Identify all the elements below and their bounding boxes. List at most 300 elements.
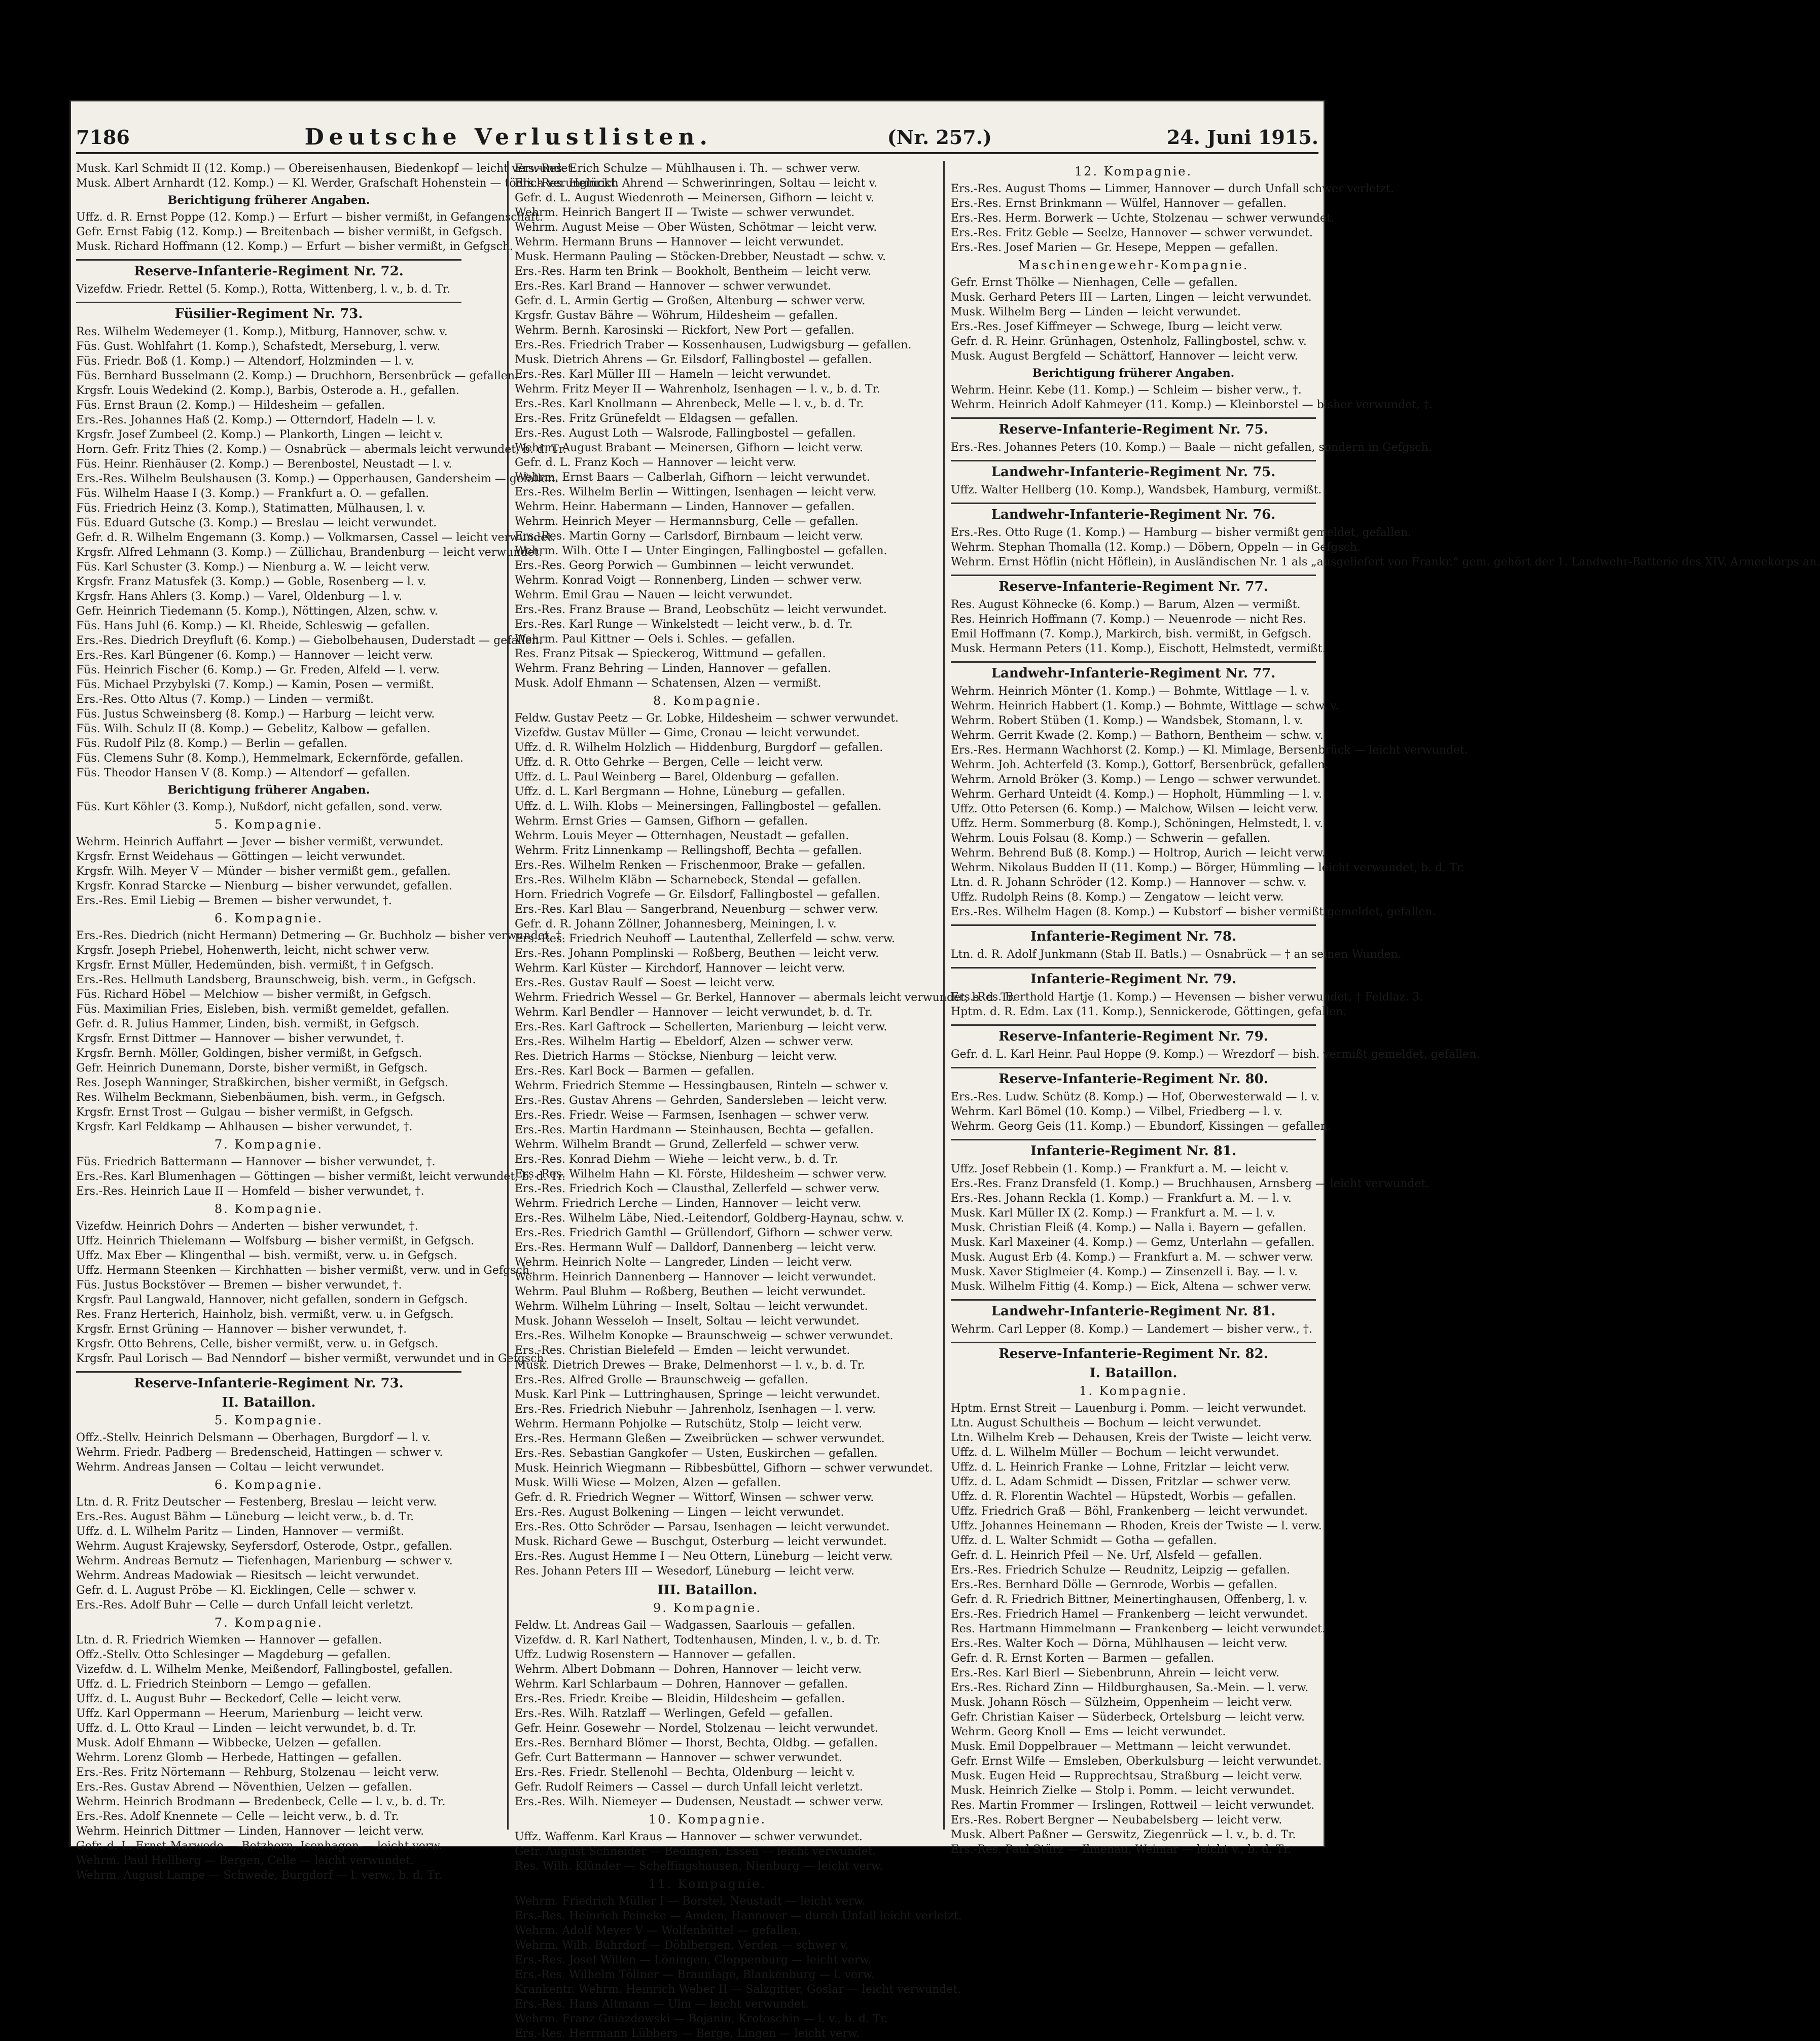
casualty-entry: Musk. Emil Doppelbrauer — Mettmann — leicht verwundet. — [951, 1740, 1291, 1753]
casualty-entry: Wehrm. Arnold Bröker (3. Komp.) — Lengo — schwer verwundet. — [951, 773, 1321, 786]
regiment-heading: Reserve-Infanterie-Regiment Nr. 75. — [951, 417, 1316, 437]
casualty-entry: Füs. Kurt Köhler (3. Komp.), Nußdorf, nicht gefallen, sond. verw. — [76, 801, 443, 813]
casualty-entry: Ltn. d. R. Fritz Deutscher — Festenberg, Breslau — leicht verw. — [76, 1496, 437, 1509]
casualty-entry: Gefr. d. L. Ernst Marwede — Betzhorn, Isenhagen — leicht verw. — [76, 1840, 443, 1852]
casualty-entry: Wehrm. Adolf Meyer V — Wolfenbüttel — gefallen. — [515, 1924, 801, 1937]
casualty-entry: Ers.-Res. Fritz Geble — Seelze, Hannover — schwer verwundet. — [951, 227, 1313, 239]
company-heading: 5. Kompagnie. — [214, 817, 324, 832]
casualty-entry: Krgsfr. Otto Behrens, Celle, bisher vermißt, verw. u. in Gefgsch. — [76, 1338, 439, 1350]
casualty-entry: Wehrm. Wilh. Buhrdorf — Döhlbergen, Verden — schwer v. — [515, 1939, 849, 1952]
casualty-entry: Ers.-Res. August Loth — Walsrode, Fallingbostel — gefallen. — [515, 427, 856, 440]
casualty-entry: Ers.-Res. Friedrich Schulze — Reudnitz, Leipzig — gefallen. — [951, 1564, 1290, 1577]
company-heading: 6. Kompagnie. — [214, 1478, 324, 1492]
casualty-entry: Ers.-Res. Wilhelm Konopke — Braunschweig — schwer verwundet. — [515, 1330, 894, 1342]
casualty-entry: Ers.-Res. Wilhelm Läbe, Nied.-Leitendorf, Goldberg-Haynau, schw. v. — [515, 1212, 905, 1225]
casualty-entry: Ers.-Res. Martin Gorny — Carlsdorf, Birnbaum — leicht verw. — [515, 530, 863, 543]
casualty-entry: Hptm. Ernst Streit — Lauenburg i. Pomm. — leicht verwundet. — [951, 1402, 1307, 1415]
casualty-entry: Musk. Adolf Ehmann — Schatensen, Alzen — vermißt. — [515, 677, 822, 690]
casualty-entry: Ers.-Res. Christian Bielefeld — Emden — leicht verwundet. — [515, 1344, 850, 1357]
casualty-entry: Wehrm. Heinrich Nolte — Langreder, Linden — leicht verw. — [515, 1256, 852, 1269]
casualty-entry: Musk. Eugen Heid — Rupprechtsau, Straßburg — leicht verw. — [951, 1770, 1303, 1782]
casualty-entry: Musk. Karl Pink — Luttringhausen, Springe — leicht verwundet. — [515, 1388, 880, 1401]
casualty-entry: Wehrm. Paul Hellberg — Bergen, Celle — leicht verwundet. — [76, 1854, 414, 1867]
company-heading: 9. Kompagnie. — [653, 1601, 762, 1615]
casualty-entry: Ers.-Res. Wilhelm Renken — Frischenmoor, Brake — gefallen. — [515, 859, 866, 872]
regiment-heading: Reserve-Infanterie-Regiment Nr. 77. — [951, 575, 1316, 594]
casualty-entry: Ers.-Res. Johannes Peters (10. Komp.) — Baale — nicht gefallen, sondern in Gefgsch. — [951, 441, 1432, 454]
column-1 — [76, 161, 619, 1882]
casualty-entry: Ers.-Res. Heinrich Ahrend — Schwerinringen, Soltau — leicht v. — [515, 177, 878, 190]
regiment-heading: Landwehr-Infanterie-Regiment Nr. 81. — [951, 1299, 1316, 1319]
casualty-entry: Ltn. August Schultheis — Bochum — leicht verwundet. — [951, 1417, 1262, 1429]
casualty-entry: Uffz. Ludwig Rosenstern — Hannover — gefallen. — [515, 1649, 796, 1661]
casualty-entry: Musk. Heinrich Wiegmann — Ribbesbüttel, Gifhorn — schwer verwundet. — [515, 1462, 933, 1475]
casualty-entry: Ers.-Res. Karl Müller III — Hameln — leicht verwundet. — [515, 368, 831, 381]
casualty-entry: Ers.-Res. Otto Schröder — Parsau, Isenhagen — leicht verwundet. — [515, 1521, 890, 1533]
casualty-entry: Gefr. Heinrich Dunemann, Dorste, bisher vermißt, in Gefgsch. — [76, 1062, 428, 1075]
casualty-entry: Ers.-Res. August Bolkening — Lingen — leicht verwundet. — [515, 1506, 844, 1519]
casualty-entry: Ers.-Res. Fritz Nörtemann — Rehburg, Stolzenau — leicht verw. — [76, 1766, 439, 1779]
casualty-entry: Krgsfr. Gustav Bähre — Wöhrum, Hildesheim — gefallen. — [515, 309, 838, 322]
casualty-entry: Krgsfr. Konrad Starcke — Nienburg — bisher verwundet, gefallen. — [76, 880, 452, 892]
casualty-entry: Uffz. Josef Rebbein (1. Komp.) — Frankfurt a. M. — leicht v. — [951, 1163, 1289, 1175]
casualty-entry: Krgsfr. Joseph Priebel, Hohenwerth, leicht, nicht schwer verw. — [76, 944, 430, 957]
casualty-entry: Ers.-Res. Ernst Brinkmann — Wülfel, Hannover — gefallen. — [951, 197, 1287, 210]
regiment-heading: Reserve-Infanterie-Regiment Nr. 73. — [76, 1371, 461, 1391]
casualty-entry: Ers.-Res. Josef Marien — Gr. Hesepe, Meppen — gefallen. — [951, 241, 1278, 254]
casualty-entry: Ers.-Res. Friedrich Hamel — Frankenberg — leicht verwundet. — [951, 1608, 1308, 1621]
company-heading: 5. Kompagnie. — [214, 1413, 324, 1427]
casualty-entry: Krankentr. Wehrm. Heinrich Weber II — Salzgitter, Goslar — leicht verwundet. — [515, 1983, 961, 1996]
casualty-entry: Musk. Albert Paßner — Gerswitz, Ziegenrück — l. v., b. d. Tr. — [951, 1829, 1296, 1841]
casualty-entry: Gefr. d. R. Friedrich Bittner, Meinertinghausen, Offenberg, l. v. — [951, 1593, 1308, 1606]
casualty-entry: Res. Wilhelm Wedemeyer (1. Komp.), Mitburg, Hannover, schw. v. — [76, 326, 448, 338]
regiment-heading: Reserve-Infanterie-Regiment Nr. 72. — [76, 259, 461, 279]
casualty-entry: Ers.-Res. Karl Knollmann — Ahrenbeck, Melle — l. v., b. d. Tr. — [515, 398, 864, 410]
casualty-entry: Ers.-Res. Johann Pomplinski — Roßberg, Beuthen — leicht verw. — [515, 947, 879, 960]
casualty-entry: Musk. August Erb (4. Komp.) — Frankfurt a. M. — schwer verw. — [951, 1251, 1313, 1264]
casualty-entry: Krgsfr. Ernst Weidehaus — Göttingen — leicht verwundet. — [76, 850, 406, 863]
casualty-entry: Feldw. Lt. Andreas Gail — Wadgassen, Saarlouis — gefallen. — [515, 1619, 855, 1632]
casualty-entry: Ers.-Res. August Hemme I — Neu Ottern, Lüneburg — leicht verw. — [515, 1550, 893, 1563]
regiment-heading: Infanterie-Regiment Nr. 78. — [951, 924, 1316, 944]
casualty-entry: Gefr. Christian Kaiser — Süderbeck, Ortelsburg — leicht verw. — [951, 1711, 1305, 1724]
casualty-entry: Wehrm. Wilhelm Brandt — Grund, Zellerfeld — schwer verw. — [515, 1138, 860, 1151]
casualty-entry: Wehrm. Karl Bömel (10. Komp.) — Vilbel, Friedberg — l. v. — [951, 1105, 1283, 1118]
casualty-entry: Wehrm. Friedr. Padberg — Bredenscheid, Hattingen — schwer v. — [76, 1446, 443, 1459]
casualty-entry: Wehrm. Heinrich Meyer — Hermannsburg, Celle — gefallen. — [515, 515, 859, 528]
casualty-entry: Wehrm. Emil Grau — Nauen — leicht verwundet. — [515, 589, 793, 601]
issue-date: 24. Juni 1915. — [1166, 125, 1318, 149]
casualty-entry: Gefr. d. L. August Pröbe — Kl. Eicklingen, Celle — schwer v. — [76, 1584, 417, 1597]
casualty-entry: Füs. Friedrich Battermann — Hannover — bisher verwundet, †. — [76, 1156, 436, 1168]
casualty-entry: Wehrm. Andreas Bernutz — Tiefenhagen, Marienburg — schwer v. — [76, 1555, 453, 1567]
casualty-entry: Krgsfr. Alfred Lehmann (3. Komp.) — Züllichau, Brandenburg — leicht verwundet. — [76, 546, 543, 559]
casualty-entry: Wehrm. Andreas Madowiak — Riesitsch — leicht verwundet. — [76, 1569, 419, 1582]
casualty-entry: Krgsfr. Ernst Trost — Gulgau — bisher vermißt, in Gefgsch. — [76, 1106, 414, 1119]
casualty-entry: Füs. Hans Juhl (6. Komp.) — Kl. Rheide, Schleswig — gefallen. — [76, 620, 430, 632]
casualty-entry: Ers.-Res. Herrmann Lübbers — Berge, Lingen — leicht verw. — [515, 2027, 860, 2040]
casualty-entry: Wehrm. Friedrich Wessel — Gr. Berkel, Hannover — abermals leicht verwundet, b. d. Tr. — [515, 991, 1016, 1004]
casualty-entry: Uffz. d. L. Walter Schmidt — Gotha — gefallen. — [951, 1534, 1217, 1547]
casualty-entry: Wehrm. Wilhelm Lühring — Inselt, Soltau — leicht verwundet. — [515, 1300, 868, 1313]
casualty-entry: Uffz. d. L. Wilhelm Müller — Bochum — leicht verwundet. — [951, 1446, 1279, 1459]
casualty-entry: Musk. Adolf Ehmann — Wibbecke, Uelzen — gefallen. — [76, 1737, 382, 1749]
casualty-entry: Ers.-Res. Adolf Knennete — Celle — leicht verw., b. d. Tr. — [76, 1810, 399, 1823]
casualty-entry: Ers.-Res. Paul Stürz — Ilmenau, Weimar — leicht v., b. d. Tr. — [951, 1843, 1291, 1856]
casualty-entry: Wehrm. August Brabant — Meinersen, Gifhorn — leicht verw. — [515, 442, 863, 454]
casualty-entry: Gefr. August Schneider — Bedingen, Essen — leicht verwundet. — [515, 1845, 876, 1858]
casualty-entry: Musk. Wilhelm Fittig (4. Komp.) — Eick, Altena — schwer verw. — [951, 1280, 1312, 1293]
casualty-entry: Musk. Dietrich Drewes — Brake, Delmenhorst — l. v., b. d. Tr. — [515, 1359, 865, 1372]
casualty-entry: Ers.-Res. Herm. Borwerk — Uchte, Stolzenau — schwer verwundet. — [951, 212, 1335, 225]
casualty-entry: Wehrm. Behrend Buß (8. Komp.) — Holtrop, Aurich — leicht verw. — [951, 847, 1326, 860]
casualty-entry: Wehrm. Gerrit Kwade (2. Komp.) — Bathorn, Bentheim — schw. v. — [951, 729, 1324, 742]
casualty-entry: Hptm. d. R. Edm. Lax (11. Komp.), Sennickerode, Göttingen, gefallen. — [951, 1006, 1347, 1018]
casualty-entry: Musk. Christian Fleiß (4. Komp.) — Nalla i. Bayern — gefallen. — [951, 1222, 1307, 1234]
casualty-entry: Ers.-Res. Sebastian Gangkofer — Usten, Euskirchen — gefallen. — [515, 1447, 878, 1460]
casualty-entry: Wehrm. Heinr. Kebe (11. Komp.) — Schleim — bisher verw., †. — [951, 384, 1302, 397]
casualty-entry: Füs. Ernst Braun (2. Komp.) — Hildesheim — gefallen. — [76, 399, 385, 412]
casualty-entry: Uffz. Max Eber — Klingenthal — bish. vermißt, verw. u. in Gefgsch. — [76, 1249, 457, 1262]
casualty-entry: Ers.-Res. Hermann Gleßen — Zweibrücken — schwer verwundet. — [515, 1433, 885, 1445]
casualty-entry: Gefr. d. R. Friedrich Wegner — Wittorf, Winsen — schwer verw. — [515, 1491, 874, 1504]
casualty-entry: Vizefdw. Friedr. Rettel (5. Komp.), Rotta, Wittenberg, l. v., b. d. Tr. — [76, 283, 451, 296]
casualty-entry: Wehrm. Paul Kittner — Oels i. Schles. — gefallen. — [515, 633, 796, 646]
casualty-entry: Ers.-Res. Konrad Diehm — Wiehe — leicht verw., b. d. Tr. — [515, 1153, 838, 1166]
casualty-entry: Res. Joseph Wanninger, Straßkirchen, bisher vermißt, in Gefgsch. — [76, 1077, 449, 1089]
casualty-entry: Offz.-Stellv. Otto Schlesinger — Magdeburg — gefallen. — [76, 1649, 391, 1661]
casualty-entry: Wehrm. Carl Lepper (8. Komp.) — Landemert — bisher verw., †. — [951, 1323, 1312, 1336]
casualty-entry: Res. Franz Pitsak — Spieckerog, Wittmund — gefallen. — [515, 648, 826, 660]
casualty-entry: Ltn. d. R. Adolf Junkmann (Stab II. Batls.) — Osnabrück — † an seinen Wunden. — [951, 948, 1402, 961]
regiment-heading: Infanterie-Regiment Nr. 79. — [951, 967, 1316, 987]
casualty-entry: Ers.-Res. Karl Bock — Barmen — gefallen. — [515, 1065, 755, 1078]
casualty-entry: Krgsfr. Ernst Grüning — Hannover — bisher verwundet, †. — [76, 1323, 407, 1336]
page-number: 7186 — [76, 125, 130, 149]
casualty-entry: Ers.-Res. Wilhelm Kläbn — Scharnebeck, Stendal — gefallen. — [515, 874, 862, 886]
casualty-entry: Füs. Eduard Gutsche (3. Komp.) — Breslau — leicht verwundet. — [76, 517, 437, 529]
casualty-entry: Ers.-Res. Hellmuth Landsberg, Braunschweig, bish. verm., in Gefgsch. — [76, 974, 476, 986]
casualty-entry: Musk. Dietrich Ahrens — Gr. Eilsdorf, Fallingbostel — gefallen. — [515, 353, 872, 366]
casualty-entry: Wehrm. Karl Küster — Kirchdorf, Hannover — leicht verw. — [515, 962, 845, 975]
casualty-entry: Ers.-Res. Karl Blau — Sangerbrand, Neuenburg — schwer verw. — [515, 903, 878, 916]
casualty-entry: Wehrm. Heinrich Habbert (1. Komp.) — Bohmte, Wittlage — schw. v. — [951, 700, 1339, 712]
column-2 — [507, 161, 1016, 2040]
casualty-entry: Ers.-Res. Adolf Buhr — Celle — durch Unfall leicht verletzt. — [76, 1599, 414, 1612]
casualty-entry: Wehrm. Konrad Voigt — Ronnenberg, Linden — schwer verw. — [515, 574, 862, 587]
casualty-entry: Gefr. d. R. Julius Hammer, Linden, bish. vermißt, in Gefgsch. — [76, 1018, 419, 1030]
company-heading: 6. Kompagnie. — [214, 911, 324, 925]
casualty-entry: Ers.-Res. Fritz Grünefeldt — Eldagsen — gefallen. — [515, 412, 799, 425]
casualty-entry: Res. Wilhelm Beckmann, Siebenbäumen, bish. verm., in Gefgsch. — [76, 1091, 446, 1104]
casualty-entry: Wehrm. Albert Dobmann — Dohren, Hannover — leicht verw. — [515, 1663, 862, 1676]
casualty-entry: Gefr. Ernst Thölke — Nienhagen, Celle — gefallen. — [951, 276, 1238, 289]
casualty-entry: Ers.-Res. Diedrich (nicht Hermann) Detmering — Gr. Buchholz — bisher verwundet, †. — [76, 929, 565, 942]
casualty-entry: Musk. Karl Müller IX (2. Komp.) — Frankfurt a. M. — l. v. — [951, 1207, 1275, 1220]
casualty-entry: Wehrm. Heinrich Adolf Kahmeyer (11. Komp.) — Kleinborstel — bisher verwundet, †. — [951, 399, 1433, 411]
casualty-entry: Wehrm. Lorenz Glomb — Herbede, Hattingen — gefallen. — [76, 1751, 402, 1764]
casualty-entry: Ers.-Res. Friedrich Neuhoff — Lautenthal, Zellerfeld — schw. verw. — [515, 933, 895, 945]
casualty-entry: Wehrm. Heinrich Mönter (1. Komp.) — Bohmte, Wittlage — l. v. — [951, 685, 1310, 698]
casualty-entry: Wehrm. August Meise — Ober Wüsten, Schötmar — leicht verw. — [515, 221, 877, 234]
casualty-entry: Ers.-Res. Karl Bierl — Siebenbrunn, Ahrein — leicht verw. — [951, 1667, 1279, 1679]
casualty-entry: Gefr. d. L. Franz Koch — Hannover — leicht verw. — [515, 456, 797, 469]
casualty-entry: Horn. Gefr. Fritz Thies (2. Komp.) — Osnabrück — abermals leicht verwundet, b. d. Tr. — [76, 443, 566, 456]
page-header — [76, 122, 1318, 154]
casualty-entry: Uffz. d. L. Adam Schmidt — Dissen, Fritzlar — schwer verw. — [951, 1476, 1291, 1488]
battalion-heading: III. Bataillon. — [657, 1583, 758, 1598]
regiment-heading: Reserve-Infanterie-Regiment Nr. 80. — [951, 1067, 1316, 1087]
casualty-entry: Ers.-Res. Hermann Wulf — Dalldorf, Dannenberg — leicht verw. — [515, 1241, 876, 1254]
casualty-entry: Gefr. Heinr. Gosewehr — Nordel, Stolzenau — leicht verwundet. — [515, 1722, 878, 1735]
casualty-entry: Ers.-Res. Karl Gaftrock — Schellerten, Marienburg — leicht verw. — [515, 1021, 887, 1033]
casualty-entry: Krgsfr. Franz Matusfek (3. Komp.) — Goble, Rosenberg — l. v. — [76, 576, 426, 588]
casualty-entry: Uffz. Friedrich Graß — Böhl, Frankenberg — leicht verwundet. — [951, 1505, 1308, 1518]
casualty-entry: Ers.-Res. Diedrich Dreyfluft (6. Komp.) — Giebolbehausen, Duderstadt — gefallen. — [76, 634, 543, 647]
casualty-entry: Wehrm. Ernst Höflin (nicht Höflein), in Ausländischen Nr. 1 als „ausgeliefert von Frankr.“ gem. gehört der 1. Landwehr-Batterie des XIV. Armeekorps an. — [951, 556, 1820, 568]
casualty-entry: Füs. Gust. Wohlfahrt (1. Komp.), Schafstedt, Merseburg, l. verw. — [76, 340, 441, 353]
casualty-entry: Gefr. Curt Battermann — Hannover — schwer verwundet. — [515, 1751, 843, 1764]
casualty-entry: Res. Heinrich Hoffmann (7. Komp.) — Neuenrode — nicht Res. — [951, 613, 1306, 626]
casualty-entry: Uffz. d. L. Otto Kraul — Linden — leicht verwundet, b. d. Tr. — [76, 1722, 417, 1735]
casualty-entry: Musk. Richard Hoffmann (12. Komp.) — Erfurt — bisher vermißt, in Gefgsch. — [76, 240, 514, 253]
casualty-entry: Wehrm. Louis Folsau (8. Komp.) — Schwerin — gefallen. — [951, 832, 1271, 845]
casualty-entry: Ers.-Res. Wilhelm Töllner — Braunlage, Blankenburg — l. verw. — [515, 1968, 875, 1981]
casualty-entry: Musk. Willi Wiese — Molzen, Alzen — gefallen. — [515, 1477, 781, 1489]
column-3 — [943, 161, 1820, 1856]
casualty-entry: Ers.-Res. Friedrich Gamthl — Grüllendorf, Gifhorn — schwer verw. — [515, 1227, 893, 1239]
correction-heading: Berichtigung früherer Angaben. — [167, 783, 370, 797]
casualty-entry: Res. Hartmann Himmelmann — Frankenberg — leicht verwundet. — [951, 1623, 1326, 1635]
casualty-entry: Musk. Karl Schmidt II (12. Komp.) — Obereisenhausen, Biedenkopf — leicht verwundet. — [76, 162, 576, 175]
casualty-entry: Emil Hoffmann (7. Komp.), Markirch, bish. vermißt, in Gefgsch. — [951, 628, 1311, 640]
casualty-entry: Musk. Xaver Stiglmeier (4. Komp.) — Zinsenzell i. Bay. — l. v. — [951, 1266, 1298, 1278]
casualty-entry: Wehrm. Robert Stüben (1. Komp.) — Wandsbek, Stomann, l. v. — [951, 714, 1303, 727]
casualty-entry: Musk. Albert Arnhardt (12. Komp.) — Kl. Werder, Grafschaft Hohenstein — tödlich verunglückt. — [76, 177, 619, 190]
casualty-entry: Ers.-Res. Gustav Abrend — Növenthien, Uelzen — gefallen. — [76, 1781, 412, 1794]
casualty-entry: Ers.-Res. August Bähm — Lüneburg — leicht verw., b. d. Tr. — [76, 1511, 414, 1523]
casualty-entry: Gefr. d. R. Heinr. Grünhagen, Ostenholz, Fallingbostel, schw. v. — [951, 335, 1307, 348]
casualty-entry: Ers.-Res. Karl Blumenhagen — Göttingen — bisher vermißt, leicht verwundet, b. d. Tr. — [76, 1170, 566, 1183]
casualty-entry: Musk. Gerhard Peters III — Larten, Lingen — leicht verwundet. — [951, 291, 1312, 304]
casualty-entry: Krgsfr. Hans Ahlers (3. Komp.) — Varel, Oldenburg — l. v. — [76, 590, 402, 603]
casualty-entry: Ers.-Res. Wilhelm Hahn — Kl. Förste, Hildesheim — schwer verw. — [515, 1168, 887, 1180]
battalion-heading: I. Bataillon. — [1089, 1366, 1177, 1381]
casualty-entry: Wehrm. Andreas Jansen — Coltau — leicht verwundet. — [76, 1461, 384, 1474]
casualty-entry: Uffz. d. R. Otto Gehrke — Bergen, Celle — leicht verw. — [515, 756, 824, 769]
casualty-entry: Krgsfr. Paul Langwald, Hannover, nicht gefallen, sondern in Gefgsch. — [76, 1294, 468, 1306]
casualty-entry: Ers.-Res. Bernhard Blömer — Ihorst, Bechta, Oldbg. — gefallen. — [515, 1737, 878, 1749]
casualty-entry: Ers.-Res. Emil Liebig — Bremen — bisher verwundet, †. — [76, 894, 392, 907]
casualty-entry: Uffz. d. L. Paul Weinberg — Barel, Oldenburg — gefallen. — [515, 771, 839, 783]
casualty-entry: Gefr. Ernst Wilfe — Emsleben, Oberkulsburg — leicht verwundet. — [951, 1755, 1322, 1768]
casualty-entry: Ers.-Res. Friedrich Niebuhr — Jahrenholz, Isenhagen — l. verw. — [515, 1403, 876, 1416]
casualty-entry: Gefr. d. L. August Wiedenroth — Meinersen, Gifhorn — leicht v. — [515, 192, 875, 204]
casualty-entry: Ers.-Res. Richard Zinn — Hildburghausen, Sa.-Mein. — l. verw. — [951, 1681, 1309, 1694]
correction-heading: Berichtigung früherer Angaben. — [1032, 367, 1235, 380]
casualty-entry: Uffz. Waffenm. Karl Kraus — Hannover — schwer verwundet. — [515, 1831, 863, 1843]
casualty-entry: Ers.-Res. Karl Runge — Winkelstedt — leicht verw., b. d. Tr. — [515, 618, 853, 631]
casualty-entry: Ers.-Res. Wilhelm Hagen (8. Komp.) — Kubstorf — bisher vermißt gemeldet, gefallen. — [951, 906, 1436, 918]
company-heading: Maschinengewehr-Kompagnie. — [1018, 258, 1249, 272]
casualty-entry: Ltn. d. R. Johann Schröder (12. Komp.) — Hannover — schw. v. — [951, 876, 1307, 889]
page-title: Deutsche Verlustlisten. — [304, 124, 712, 150]
casualty-entry: Uffz. d. R. Florentin Wachtel — Hüpstedt, Worbis — gefallen. — [951, 1490, 1297, 1503]
casualty-entry: Füs. Wilh. Schulz II (8. Komp.) — Gebelitz, Kalbow — gefallen. — [76, 723, 431, 735]
regiment-heading: Reserve-Infanterie-Regiment Nr. 82. — [951, 1342, 1316, 1362]
company-heading: 8. Kompagnie. — [653, 694, 762, 708]
casualty-entry: Ers.-Res. Berthold Hartje (1. Komp.) — Hevensen — bisher verwundet, † Feldlaz. 3. — [951, 991, 1423, 1004]
casualty-entry: Uffz. d. L. Heinrich Franke — Lohne, Fritzlar — leicht verw. — [951, 1461, 1290, 1474]
casualty-entry: Wehrm. Hermann Pohjolke — Rutschütz, Stolp — leicht verw. — [515, 1418, 862, 1430]
casualty-entry: Ltn. Wilhelm Kreb — Dehausen, Kreis der Twiste — leicht verw. — [951, 1431, 1312, 1444]
casualty-entry: Wehrm. Friedrich Müller I — Borstel, Neustadt — leicht verw. — [515, 1895, 866, 1908]
casualty-entry: Füs. Bernhard Busselmann (2. Komp.) — Druchhorn, Bersenbrück — gefallen. — [76, 370, 519, 382]
casualty-entry: Uffz. d. L. Friedrich Steinborn — Lemgo — gefallen. — [76, 1678, 371, 1691]
battalion-heading: II. Bataillon. — [222, 1395, 316, 1410]
casualty-entry: Ers.-Res. Friedr. Stellenohl — Bechta, Oldenburg — leicht v. — [515, 1766, 855, 1779]
company-heading: 1. Kompagnie. — [1079, 1384, 1188, 1398]
casualty-entry: Ers.-Res. Otto Altus (7. Komp.) — Linden — vermißt. — [76, 693, 374, 706]
casualty-entry: Ers.-Res. Gustav Raulf — Soest — leicht verw. — [515, 977, 775, 989]
casualty-entry: Füs. Theodor Hansen V (8. Komp.) — Altendorf — gefallen. — [76, 767, 411, 779]
casualty-entry: Ers.-Res. Friedrich Koch — Clausthal, Zellerfeld — schwer verw. — [515, 1183, 880, 1195]
casualty-entry: Wehrm. Heinrich Dittmer — Linden, Hannover — leicht verw. — [76, 1825, 424, 1838]
casualty-entry: Res. Johann Peters III — Wesedorf, Lüneburg — leicht verw. — [515, 1565, 854, 1578]
casualty-entry: Ers.-Res. Walter Koch — Dörna, Mühlhausen — leicht verw. — [951, 1637, 1288, 1650]
newspaper-page — [71, 101, 1820, 2040]
casualty-entry: Ers.-Res. Friedr. Kreibe — Bleidin, Hildesheim — gefallen. — [515, 1693, 845, 1705]
regiment-heading: Landwehr-Infanterie-Regiment Nr. 76. — [951, 503, 1316, 522]
casualty-entry: Wehrm. Wilh. Otte I — Unter Eingingen, Fallingbostel — gefallen. — [515, 545, 887, 557]
casualty-entry: Wehrm. Heinrich Auffahrt — Jever — bisher vermißt, verwundet. — [76, 836, 444, 848]
regiment-heading: Landwehr-Infanterie-Regiment Nr. 75. — [951, 460, 1316, 480]
casualty-entry: Musk. Johann Rösch — Sülzheim, Oppenheim — leicht verw. — [951, 1696, 1293, 1709]
casualty-entry: Krgsfr. Louis Wedekind (2. Komp.), Barbis, Osterode a. H., gefallen. — [76, 384, 459, 397]
casualty-entry: Ers.-Res. Wilh. Niemeyer — Dudensen, Neustadt — schwer verw. — [515, 1796, 884, 1808]
casualty-entry: Wehrm. Franz Behring — Linden, Hannover — gefallen. — [515, 662, 831, 675]
casualty-entry: Wehrm. Nikolaus Budden II (11. Komp.) — Börger, Hümmling — leicht verwundet, b. d. Tr. — [951, 862, 1465, 874]
company-heading: 10. Kompagnie. — [648, 1812, 767, 1827]
casualty-entry: Füs. Clemens Suhr (8. Komp.), Hemmelmark, Eckernförde, gefallen. — [76, 752, 463, 765]
casualty-entry: Ers.-Res. Erich Schulze — Mühlhausen i. Th. — schwer verw. — [515, 162, 861, 175]
casualty-entry: Füs. Karl Schuster (3. Komp.) — Nienburg a. W. — leicht verw. — [76, 561, 431, 574]
casualty-entry: Ers.-Res. Josef Kiffmeyer — Schwege, Iburg — leicht verw. — [951, 320, 1283, 333]
casualty-entry: Füs. Heinr. Rienhäuser (2. Komp.) — Berenbostel, Neustadt — l. v. — [76, 458, 452, 471]
casualty-entry: Musk. Heinrich Zielke — Stolp i. Pomm. — leicht verwundet. — [951, 1784, 1295, 1797]
casualty-entry: Uffz. d. R. Wilhelm Holzlich — Hiddenburg, Burgdorf — gefallen. — [515, 741, 883, 754]
casualty-entry: Wehrm. Paul Bluhm — Roßberg, Beuthen — leicht verwundet. — [515, 1285, 866, 1298]
casualty-entry: Res. Franz Herterich, Hainholz, bish. vermißt, verw. u. in Gefgsch. — [76, 1308, 454, 1321]
casualty-entry: Vizefdw. Gustav Müller — Gime, Cronau — leicht verwundet. — [515, 727, 860, 739]
casualty-entry: Ers.-Res. Georg Porwich — Gumbinnen — leicht verwundet. — [515, 559, 854, 572]
casualty-entry: Ers.-Res. Martin Hardmann — Steinhausen, Bechta — gefallen. — [515, 1124, 874, 1136]
company-heading: 7. Kompagnie. — [214, 1137, 324, 1152]
casualty-entry: Uffz. d. R. Ernst Poppe (12. Komp.) — Erfurt — bisher vermißt, in Gefangenschaft. — [76, 211, 543, 224]
casualty-entry: Ers.-Res. Gustav Ahrens — Gehrden, Sandersleben — leicht verw. — [515, 1094, 887, 1107]
casualty-entry: Ers.-Res. Otto Ruge (1. Komp.) — Hamburg — bisher vermißt gemeldet, gefallen. — [951, 526, 1412, 539]
casualty-entry: Ers.-Res. Karl Büngener (6. Komp.) — Hannover — leicht verw. — [76, 649, 434, 662]
casualty-entry: Uffz. Karl Oppermann — Heerum, Marienburg — leicht verw. — [76, 1707, 423, 1720]
casualty-entry: Wehrm. Georg Geis (11. Komp.) — Ebundorf, Kissingen — gefallen. — [951, 1120, 1331, 1133]
casualty-entry: Musk. Richard Gewe — Buschgut, Osterburg — leicht verwundet. — [515, 1535, 887, 1548]
casualty-entry: Musk. Wilhelm Berg — Linden — leicht verwundet. — [951, 306, 1241, 318]
casualty-entry: Füs. Michael Przybylski (7. Komp.) — Kamin, Posen — vermißt. — [76, 678, 435, 691]
casualty-entry: Wehrm. Georg Knoll — Ems — leicht verwundet. — [951, 1726, 1226, 1738]
casualty-entry: Vizefdw. d. L. Wilhelm Menke, Meißendorf, Fallingbostel, gefallen. — [76, 1663, 453, 1676]
casualty-entry: Musk. Johann Wesseloh — Inselt, Soltau — leicht verwundet. — [515, 1315, 860, 1328]
casualty-entry: Wehrm. Heinr. Habermann — Linden, Hannover — gefallen. — [515, 500, 855, 513]
casualty-entry: Ers.-Res. Hermann Wachhorst (2. Komp.) — Kl. Mimlage, Bersenbrück — leicht verwundet. — [951, 744, 1468, 757]
casualty-entry: Uffz. d. L. Wilhelm Paritz — Linden, Hannover — vermißt. — [76, 1525, 404, 1538]
casualty-entry: Uffz. Rudolph Reins (8. Komp.) — Zengatow — leicht verw. — [951, 891, 1284, 904]
casualty-entry: Uffz. d. L. August Buhr — Beckedorf, Celle — leicht verw. — [76, 1693, 402, 1705]
casualty-entry: Wehrm. Fritz Meyer II — Wahrenholz, Isenhagen — l. v., b. d. Tr. — [515, 383, 880, 396]
casualty-entry: Uffz. d. L. Karl Bergmann — Hohne, Lüneburg — gefallen. — [515, 785, 845, 798]
casualty-entry: Wehrm. Fritz Linnenkamp — Rellingshoff, Bechta — gefallen. — [515, 844, 862, 857]
casualty-entry: Wehrm. Ernst Gries — Gamsen, Gifhorn — gefallen. — [515, 815, 808, 828]
casualty-entry: Füs. Justus Schweinsberg (8. Komp.) — Harburg — leicht verw. — [76, 708, 435, 721]
casualty-entry: Ers.-Res. Karl Brand — Hannover — schwer verwundet. — [515, 280, 832, 293]
correction-heading: Berichtigung früherer Angaben. — [167, 194, 370, 207]
casualty-entry: Res. Dietrich Harms — Stöckse, Nienburg — leicht verw. — [515, 1050, 837, 1063]
casualty-entry: Ers.-Res. August Thoms — Limmer, Hannover — durch Unfall schwer verletzt. — [951, 183, 1394, 195]
company-heading: 12. Kompagnie. — [1074, 164, 1193, 178]
casualty-entry: Ers.-Res. Franz Brause — Brand, Leobschütz — leicht verwundet. — [515, 603, 887, 616]
casualty-entry: Ers.-Res. Heinrich Peineke — Amden, Hannover — durch Unfall leicht verletzt. — [515, 1910, 962, 1922]
casualty-entry: Ltn. d. R. Friedrich Wiemken — Hannover — gefallen. — [76, 1634, 382, 1646]
casualty-entry: Füs. Rudolf Pilz (8. Komp.) — Berlin — gefallen. — [76, 737, 348, 750]
casualty-entry: Offz.-Stellv. Heinrich Delsmann — Oberhagen, Burgdorf — l. v. — [76, 1431, 431, 1444]
casualty-entry: Res. August Köhnecke (6. Komp.) — Barum, Alzen — vermißt. — [951, 598, 1301, 611]
casualty-entry: Wehrm. Louis Meyer — Otternhagen, Neustadt — gefallen. — [515, 830, 849, 842]
casualty-entry: Wehrm. August Krajewsky, Seyfersdorf, Osterode, Ostpr., gefallen. — [76, 1540, 453, 1553]
casualty-entry: Vizefdw. Heinrich Dohrs — Anderten — bisher verwundet, †. — [76, 1220, 418, 1233]
casualty-entry: Uffz. Johannes Heinemann — Rhoden, Kreis der Twiste — l. verw. — [951, 1520, 1322, 1532]
casualty-entry: Krgsfr. Paul Lorisch — Bad Nenndorf — bisher vermißt, verwundet und in Gefgsch. — [76, 1352, 548, 1365]
casualty-entry: Gefr. Rudolf Reimers — Cassel — durch Unfall leicht verletzt. — [515, 1781, 863, 1794]
casualty-entry: Uffz. d. L. Wilh. Klobs — Meinersingen, Fallingbostel — gefallen. — [515, 800, 882, 813]
casualty-entry: Füs. Friedrich Heinz (3. Komp.), Statimatten, Mülhausen, l. v. — [76, 502, 426, 515]
casualty-entry: Wehrm. Hermann Bruns — Hannover — leicht verwundet. — [515, 236, 844, 248]
casualty-entry: Wehrm. Ernst Baars — Calberlah, Gifhorn — leicht verwundet. — [515, 471, 870, 484]
casualty-entry: Feldw. Gustav Peetz — Gr. Lobke, Hildesheim — schwer verwundet. — [515, 712, 899, 725]
casualty-entry: Uffz. Heinrich Thielemann — Wolfsburg — bisher vermißt, in Gefgsch. — [76, 1235, 475, 1247]
casualty-entry: Füs. Heinrich Fischer (6. Komp.) — Gr. Freden, Alfeld — l. verw. — [76, 664, 440, 676]
company-heading: 7. Kompagnie. — [214, 1616, 324, 1630]
casualty-entry: Gefr. d. L. Heinrich Pfeil — Ne. Urf, Alsfeld — gefallen. — [951, 1549, 1262, 1562]
casualty-entry: Wehrm. Friedrich Lerche — Linden, Hannover — leicht verw. — [515, 1197, 862, 1210]
casualty-entry: Ers.-Res. Wilh. Ratzlaff — Werlingen, Gefeld — gefallen. — [515, 1707, 833, 1720]
casualty-entry: Ers.-Res. Ludw. Schütz (8. Komp.) — Hof, Oberwesterwald — l. v. — [951, 1091, 1320, 1103]
casualty-entry: Ers.-Res. Wilhelm Hartig — Ebeldorf, Alzen — schwer verw. — [515, 1035, 853, 1048]
casualty-entry: Füs. Richard Höbel — Melchiow — bisher vermißt, in Gefgsch. — [76, 988, 432, 1001]
company-heading: 8. Kompagnie. — [214, 1202, 324, 1216]
casualty-entry: Ers.-Res. Friedr. Weise — Farmsen, Isenhagen — schwer verw. — [515, 1109, 870, 1122]
casualty-entry: Krgsfr. Karl Feldkamp — Ahlhausen — bisher verwundet, †. — [76, 1121, 413, 1133]
casualty-entry: Uffz. Otto Petersen (6. Komp.) — Malchow, Wilsen — leicht verw. — [951, 803, 1318, 815]
casualty-entry: Wehrm. Heinrich Dannenberg — Hannover — leicht verwundet. — [515, 1271, 877, 1283]
casualty-entry: Gefr. d. R. Johann Zöllner, Johannesberg, Meiningen, l. v. — [515, 918, 837, 930]
casualty-entry: Wehrm. Friedrich Stemme — Hessingbausen, Rinteln — schwer v. — [515, 1080, 888, 1092]
casualty-entry: Wehrm. Franz Gniazdowski — Bojanin, Krotoschin — l. v., b. d. Tr. — [515, 2013, 888, 2025]
regiment-heading: Infanterie-Regiment Nr. 81. — [951, 1139, 1316, 1159]
casualty-entry: Ers.-Res. Wilhelm Berlin — Wittingen, Isenhagen — leicht verw. — [515, 486, 877, 498]
casualty-entry: Wehrm. Heinrich Brodmann — Bredenbeck, Celle — l. v., b. d. Tr. — [76, 1796, 446, 1808]
casualty-entry: Ers.-Res. Bernhard Dölle — Gernrode, Worbis — gefallen. — [951, 1579, 1277, 1591]
issue-number: (Nr. 257.) — [887, 125, 992, 149]
